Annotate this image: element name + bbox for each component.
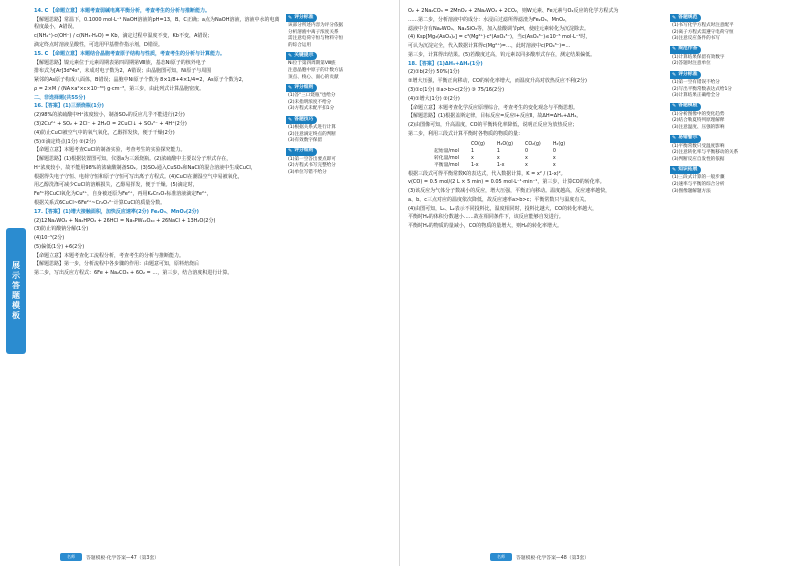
text-line: O₂ + 2Na₂CO₃ = 2MnO₂ + 2Na₂WO₄ + 2CO₂，则W元素、Fe元素与O₂反应的化学方程式为: [408, 8, 619, 14]
side-note-line: 注意晶胞中原子的计数方法: [288, 67, 344, 73]
side-note-line: 的综合运用: [288, 42, 311, 48]
side-note-line: (2)答题时注意单位: [672, 61, 711, 67]
side-note-title: 规范作答: [678, 46, 698, 52]
text-line: 第三步，计算得出结果。(5)若酸度过高，钨元素以同多酸形式存在，测定结果偏低。: [408, 51, 596, 58]
text-line: 【解题思路】(1)根据盖斯定律，目标反应=反应Ⅰ+反应Ⅱ，故ΔH=ΔH₁+ΔH₂。: [408, 113, 582, 120]
side-note-block: [286, 14, 392, 49]
side-note-header: [286, 84, 317, 92]
table-header-cell: CO₂(g): [524, 141, 541, 147]
text-line: 滤液中含有Na₂WO₄、Na₂SiO₃等，加入盐酸调节pH，使硅元素转化为沉淀除去。: [408, 25, 589, 32]
text-line: 用乙醇洗涤可减少CuCl的溶解损失，乙醇易挥发，便于干燥。(5)滴定时，: [34, 182, 198, 189]
text-line: 16.【答案】(1)三颈烧瓶(1分): [34, 103, 104, 110]
table-header-row: [428, 141, 571, 148]
side-note-line: (3)有效数字保留: [288, 138, 323, 144]
text-line: a、b、c三点对应的温度依次降低，故反应速率a>b>c；平衡常数只与温度有关。: [408, 196, 590, 203]
text-line: 根据关系式6CuCl~6Fe²⁺~Cr₂O₇²⁻计算CuCl的质量分数。: [34, 200, 166, 206]
side-note-line: (1)根据关系式进行计算: [288, 124, 336, 130]
side-note-line: (3)计算结果正确给全分: [672, 93, 720, 99]
publisher-logo: 名师: [490, 553, 512, 561]
text-line: (4)①增大(1分) ②(2分): [408, 95, 460, 102]
side-note-line: 顶点、棱心、面心的贡献: [288, 74, 339, 80]
note-icon: ✎: [672, 167, 677, 174]
table-row: [428, 148, 571, 155]
right-footer: [490, 552, 589, 562]
side-note-line: 需注意电荷守恒与物料守恒: [288, 36, 344, 42]
ribbon-char: 模: [12, 301, 20, 310]
side-note-line: (1)书写化学方程式时注意配平: [672, 23, 734, 28]
left-footer: [60, 552, 159, 562]
footer-text: 答题模板·化学答案—47（第3套）: [86, 555, 160, 561]
text-line: 【解题思路】第一步，分析流程中各步骤的作用：由题意可知，原料焙烧后: [34, 261, 200, 268]
text-line: 第二步，利用三段式计算平衡时各物质的物质的量：: [408, 130, 524, 137]
side-note-title: 答题模板: [678, 103, 698, 109]
note-icon: ✎: [288, 53, 293, 60]
side-note-header: [670, 103, 701, 111]
table-cell: x: [524, 155, 528, 161]
note-icon: ✎: [672, 46, 677, 53]
side-note-line: Ni位于第四周期第Ⅷ族: [288, 61, 336, 67]
table-cell: 转化量/mol: [434, 155, 459, 161]
right-page: [400, 0, 800, 566]
text-line: (5)偏低(1分) +6(2分): [34, 243, 85, 250]
side-note-block: [670, 14, 792, 43]
text-line: 平衡时H₂的体积分数越小……故在相同条件下，该反应能够自发进行。: [408, 214, 564, 221]
side-note-line: (3)判断反应自发性的依据: [672, 156, 725, 162]
text-line: 【命题立意】本题考查CuCl的制备实验，考查考生的实验探究能力。: [34, 147, 186, 154]
left-side-column: [286, 14, 392, 180]
text-line: ……第二步，分析溶液中的成分：水浸后过滤所得滤渣为Fe₂O₃、MnO₂，: [408, 16, 571, 23]
side-note-line: (2)离子方程式需遵守电荷守恒: [672, 29, 734, 35]
side-note-title: 关键提示: [294, 53, 314, 59]
table-cell: 1-x: [470, 162, 479, 168]
text-line: 【命题立意】本题考查化工流程分析，考查考生的分析与推断能力。: [34, 252, 185, 259]
table-cell: x: [470, 155, 474, 161]
side-note-line: (1)计算结果保留有效数字: [672, 54, 725, 60]
table-row: [428, 162, 571, 169]
table-header-cell: H₂(g): [552, 141, 566, 147]
text-line: (3)防止钨酸钠分解(1分): [34, 226, 89, 233]
side-note-block: [670, 135, 792, 164]
side-note-title: 易错警示: [678, 135, 698, 141]
text-line: (2)98%的浓硫酸中H⁺浓度较小，制备SO₂的反应几乎不能进行(2分): [34, 112, 185, 119]
table-row: [428, 155, 571, 162]
text-line: (4)由图可知，L₁、L₂表示不同投料比，温度相同时，投料比越大，CO的转化率越大，: [408, 205, 598, 212]
side-note-line: 分析溶液中离子浓度关系: [288, 29, 339, 35]
table-header-cell: CO(g): [470, 141, 485, 147]
text-line: 紧邻的As原子构成八面体，B错误；晶胞中Ni原子个数为 8×1/8+4×1/4=2，As原子个数为2，: [34, 77, 247, 84]
note-icon: ✎: [672, 103, 677, 110]
left-main-column: [34, 8, 280, 279]
text-line: (3)①c(1分) ②a>b>c(2分) ③ 75/16(2分): [408, 87, 505, 94]
right-side-column: [670, 14, 792, 198]
text-line: 根据三段式可得平衡常数K的表达式，代入数据计算，K = x² / (1-x)²。: [408, 170, 566, 177]
text-line: 15. C 【命题立意】本题结合晶胞考查原子结构与性质，考查考生的分析与计算能力。: [34, 50, 226, 57]
publisher-logo: 名师: [60, 553, 82, 561]
side-note-line: (3)注意反应条件的书写: [672, 36, 720, 42]
side-note-header: [670, 14, 701, 22]
text-line: 【解题思路】镍元素位于元素周期表第四周期第Ⅷ族，基态Ni原子的核外电子: [34, 59, 206, 66]
table-cell: 起始量/mol: [434, 148, 459, 154]
side-note-line: (2)注意滴定终点的判断: [288, 131, 336, 137]
text-line: c(NH₄⁺)·c(OH⁻) / c(NH₃·H₂O) = Kb，滴定过程中温度不变，Kb不变，A错误；: [34, 33, 213, 40]
text-line: (3)该反应为气体分子数减小的反应，增大压强，平衡正向移动。温度越高，反应速率越快，: [408, 188, 611, 195]
side-note-line: (3)单位写错不给分: [288, 169, 327, 175]
note-icon: ✎: [672, 14, 677, 21]
side-note-line: (2)写出平衡常数表达式给1分: [672, 86, 732, 92]
side-note-line: (2)方程式书写完整给分: [288, 163, 336, 169]
text-line: 17.【答案】(1)增大接触面积，加快反应速率(2分) Fe₂O₃、MnO₂(2分): [34, 208, 199, 215]
text-line: (5)①滴定终点(1分) ②(2分): [34, 138, 96, 145]
side-note-header: [286, 52, 317, 60]
side-note-title: 评分细则: [294, 148, 314, 154]
text-line: v(CO) = 0.5 mol/(2 L × 5 min) = 0.05 mol·L⁻¹·min⁻¹，第三步，计算CO的转化率。: [408, 179, 605, 186]
text-line: (3)2Cu²⁺ + SO₂ + 2Cl⁻ + 2H₂O = 2CuCl↓ + SO₄²⁻ + 4H⁺(2分): [34, 120, 187, 127]
side-note-title: 答题规范: [678, 14, 698, 20]
side-note-line: (1)分析图像中的变化趋势: [672, 111, 725, 117]
text-line: H⁺浓度较小，故不能用98%的浓硫酸制备SO₂。(3)SO₂通入CuSO₄和NaCl的混合溶液中生成CuCl，: [34, 164, 256, 171]
text-line: (4) Ksp[Mg₃(AsO₄)₂] = c³(Mg²⁺)·c²(AsO₄³⁻)，当c(AsO₄³⁻)≤10⁻⁵ mol·L⁻¹时，: [408, 34, 591, 41]
side-note-line: (3)图像题解题方法: [672, 188, 711, 194]
side-note-block: [286, 52, 392, 81]
side-note-block: [670, 71, 792, 100]
text-line: (4)10⁻⁵(2分): [34, 235, 65, 242]
note-icon: ✎: [288, 116, 293, 123]
side-note-title: 知识拓展: [678, 167, 698, 173]
side-note-block: [670, 166, 792, 195]
table-cell: x: [496, 155, 500, 161]
side-note-line: (3)注意温度、压强的影响: [672, 124, 725, 130]
side-note-line: (3)方程式未配平扣1分: [288, 106, 335, 112]
side-note-line: (1)三段式计算的一般步骤: [672, 175, 725, 181]
side-note-line: (2)速率与平衡的综合分析: [672, 181, 725, 187]
table-cell: 1-x: [496, 162, 505, 168]
text-line: 平衡时H₂的物质的量减小，CO的物质的量增大，则H₂的转化率增大。: [408, 223, 562, 230]
note-icon: ✎: [288, 84, 293, 91]
side-note-line: (1)第一空有错误不给分: [672, 79, 720, 85]
ribbon-char: 答: [12, 281, 20, 290]
table-cell: x: [524, 162, 528, 168]
side-note-title: 答题技巧: [294, 116, 314, 122]
side-note-block: [286, 84, 392, 113]
side-note-header: [286, 14, 317, 22]
equilibrium-table: [428, 141, 571, 169]
right-main-column: [408, 8, 664, 232]
text-line: (2)12Na₂WO₄ + Na₂HPO₄ + 26HCl = Na₃PW₁₂O₄₀ + 26NaCl + 13H₂O(2分): [34, 217, 216, 224]
text-line: ②增大压强，平衡正向移动，CO的转化率增大，而温度升高对放热反应不利(2分): [408, 78, 587, 85]
side-note-line: (2)注意转化率与平衡移动的关系: [672, 150, 739, 156]
text-line: 二、非选择题(共55分): [34, 94, 86, 101]
text-line: 根据得失电子守恒、电荷守恒和原子守恒可写出离子方程式。(4)CuCl在潮湿空气中易被氧化，: [34, 173, 243, 180]
table-cell: 1: [496, 148, 500, 154]
side-note-line: (2)未指明浓度不给分: [288, 99, 332, 105]
table-cell: 1: [470, 148, 475, 154]
table-cell: 0: [552, 148, 556, 154]
note-icon: ✎: [672, 135, 677, 142]
ribbon-char: 题: [12, 291, 20, 300]
text-line: (4)防止CuCl被空气中的氧气氧化，乙醇挥发快，便于干燥(2分): [34, 129, 175, 136]
side-note-header: [670, 46, 701, 54]
side-note-block: [286, 148, 392, 177]
text-line: 滴定终点时溶液呈酸性，可选用甲基橙作指示剂，D错误。: [34, 41, 163, 48]
text-line: 18.【答案】(1)ΔH₁+ΔH₂(1分): [408, 60, 483, 67]
side-note-title: 评分标准: [678, 71, 698, 77]
side-note-header: [670, 166, 701, 174]
side-note-title: 评分细则: [294, 84, 314, 90]
side-note-line: (1)平衡常数只受温度影响: [672, 143, 725, 149]
text-line: 排布式为[Ar]3d⁸4s²，未成对电子数为2，A错误；由晶胞图可知，Ni原子与周围: [34, 68, 212, 75]
text-line: 【命题立意】本题考查化学反应原理综合，考查考生的变化观念与平衡思想。: [408, 104, 579, 111]
side-note-block: [286, 116, 392, 145]
note-icon: ✎: [288, 148, 293, 155]
table-header-cell: H₂O(g): [496, 141, 513, 147]
footer-text: 答题模板·化学答案—48（第3套）: [516, 555, 590, 561]
text-line: 第二步，写出反应方程式：6Fe + Na₂CO₃ + 6O₂ = …，第三步，结合溶度积进行计算。: [34, 270, 233, 277]
side-ribbon: [6, 228, 26, 354]
table-cell: 平衡量/mol: [434, 162, 459, 168]
text-line: (2)由图像可知，升高温度，CO的平衡转化率降低，说明正反应为放热反应；: [408, 122, 578, 129]
side-note-header: [286, 116, 317, 124]
side-note-header: [670, 135, 701, 143]
text-line: Fe³⁺将CuCl氧化为Cu²⁺，自身被还原为Fe²⁺，再用K₂Cr₂O₇标准溶液滴定Fe²⁺，: [34, 191, 212, 198]
side-note-header: [286, 148, 317, 156]
side-note-line: (1)答"三口烧瓶"也给分: [288, 93, 336, 99]
text-line: (2)①b(2分) 50%(1分): [408, 69, 460, 76]
text-line: 【解题思路】常温下，0.1000 mol·L⁻¹ NaOH溶液的pH=13，B、C正确；a点为NaOH溶液，溶液中水的电离程度最小，A错误。: [34, 16, 280, 31]
table-cell: x: [552, 162, 556, 168]
text-line: 可认为沉淀完全，代入数据计算得c(Mg²⁺)=…，此时溶液中c(PO₄³⁻)=…: [408, 43, 571, 50]
table-header-cell: [428, 141, 465, 148]
side-note-block: [670, 103, 792, 132]
note-icon: ✎: [288, 14, 293, 21]
side-note-header: [670, 71, 701, 79]
side-note-block: [670, 46, 792, 68]
note-icon: ✎: [672, 71, 677, 78]
ribbon-char: 板: [12, 311, 20, 320]
ribbon-char: 展: [12, 261, 20, 270]
ribbon-char: 示: [12, 271, 20, 280]
side-note-line: 该部分所述内容为评分依据: [288, 23, 344, 28]
side-note-title: 评分标准: [294, 14, 314, 20]
text-line: ρ = 2×M / (NA×a²×c×10⁻³⁰) g·cm⁻³，第三步，由此列式计算晶胞密度。: [34, 85, 205, 92]
text-line: 【解题思路】(1)根据装置图可知，仪器a为三颈烧瓶。(2)浓硫酸中主要以分子形式存在，: [34, 156, 232, 163]
table-cell: 0: [524, 148, 529, 154]
side-note-line: (2)结合勒夏特列原理解释: [672, 118, 725, 124]
text-line: 14. C 【命题立意】本题考查弱碱电离平衡分析，考查考生的分析与推断能力。: [34, 8, 211, 14]
table-cell: x: [552, 155, 556, 161]
side-note-line: (1)第一空答出要点即可: [288, 156, 336, 162]
